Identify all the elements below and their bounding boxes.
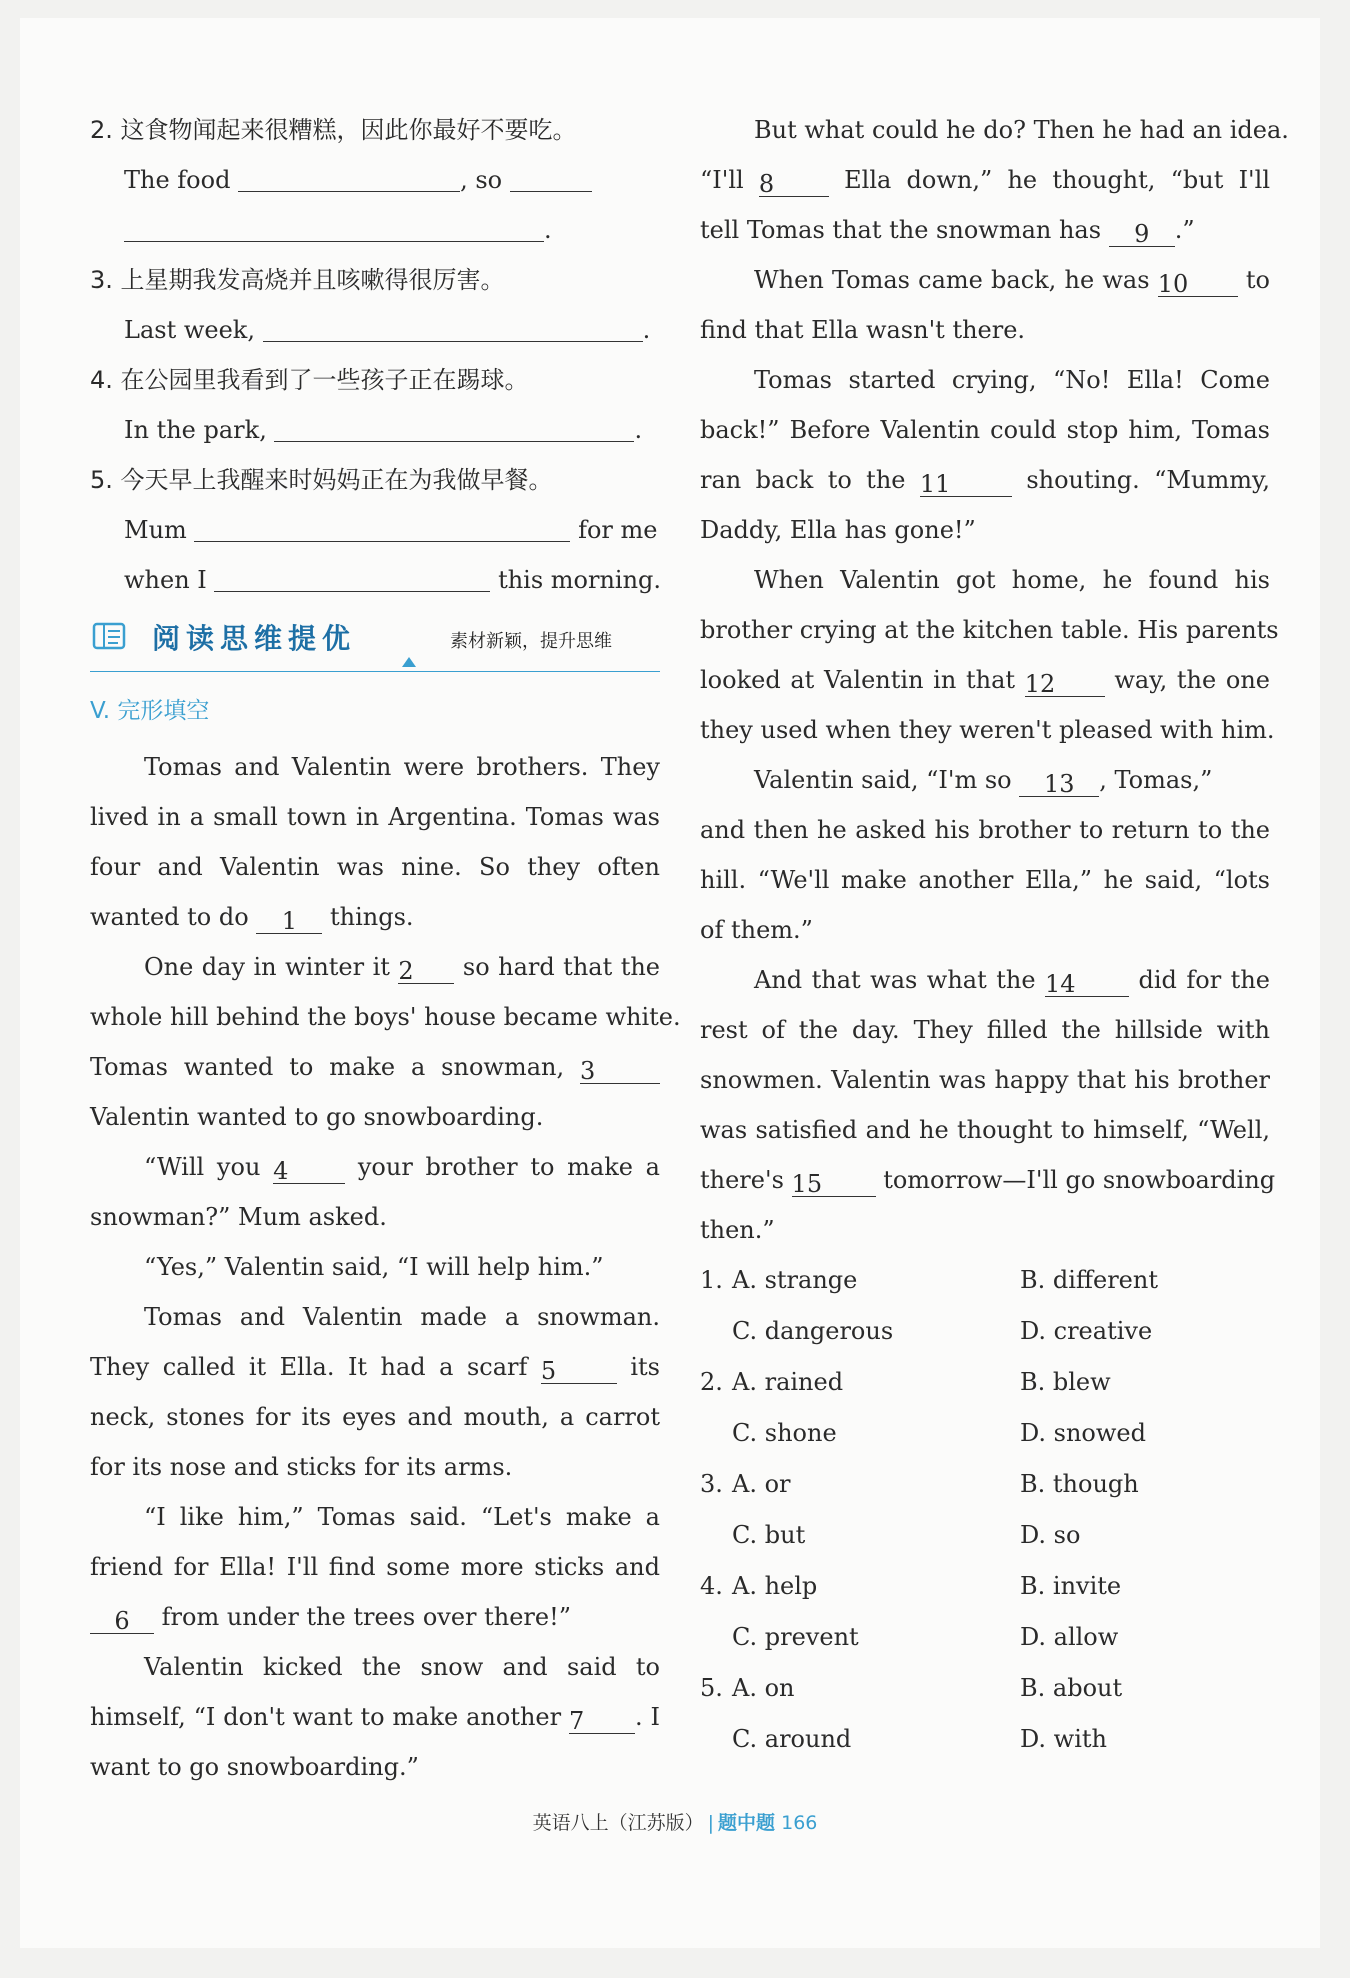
passage-line: Tomas and Valentin were brothers. They [144,753,660,781]
passage-line [90,892,660,942]
passage-line: Tomas and Valentin made a snowman. [144,1303,660,1331]
option-row [700,1714,1270,1765]
text: .” [1174,216,1195,244]
text: wanted to do [90,903,249,931]
q5-line1 [90,505,660,555]
passage-line [700,255,1270,305]
passage-line [90,1142,660,1192]
section-subtitle: 素材新颖，提升思维 [450,631,612,652]
passage-line: want to go snowboarding.” [90,1753,419,1781]
passage-line: lived in a small town in Argentina. Tomas was [90,803,660,831]
passage-line: neck, stones for its eyes and mouth, a carrot [90,1403,660,1431]
text: way, the one [1114,666,1270,694]
q3-answer-blank[interactable] [263,311,643,342]
option-b[interactable]: B. different [1020,1266,1158,1294]
passage-line [700,205,1270,255]
passage-line: hill. “We'll make another Ella,” he said, “lots [700,866,1270,894]
blank-6[interactable]: 6 [90,1603,154,1634]
text: tomorrow—I'll go snowboarding [883,1166,1276,1194]
option-a[interactable]: A. help [732,1572,818,1600]
part-title: V. 完形填空 [90,698,210,724]
left-column [90,105,681,1792]
passage-line: Daddy, Ella has gone!” [700,516,976,544]
option-b[interactable]: B. blew [1020,1368,1111,1396]
passage-line [90,1042,660,1092]
option-a[interactable]: A. or [732,1470,791,1498]
footer-divider: | [707,1812,715,1834]
q2-line1 [90,155,660,205]
q2-end: . [544,216,552,244]
q3-start: Last week, [124,316,255,344]
blank-14[interactable]: 14 [1045,966,1129,997]
passage-line: was satisfied and he thought to himself, “Well, [700,1116,1270,1144]
passage-line: friend for Ella! I'll find some more sticks and [90,1553,660,1581]
passage-line: But what could he do? Then he had an idea. [754,116,1289,144]
passage-line: they used when they weren't pleased with him. [700,716,1275,744]
passage-line: snowmen. Valentin was happy that his brother [700,1066,1270,1094]
blank-2[interactable]: 2 [398,953,454,984]
text: from under the trees over there!” [161,1603,572,1631]
blank-5[interactable]: 5 [541,1353,617,1384]
passage-line: brother crying at the kitchen table. His parents [700,616,1279,644]
option-a[interactable]: A. rained [732,1368,844,1396]
passage-line: snowman?” Mum asked. [90,1203,387,1231]
option-d[interactable]: D. allow [1020,1623,1119,1651]
option-number: 5. [700,1674,723,1702]
text: did for the [1138,966,1270,994]
text: shouting. “Mummy, [1026,466,1270,494]
passage-line: find that Ella wasn't there. [700,316,1026,344]
passage-line [700,755,1270,805]
option-c[interactable]: C. shone [732,1419,837,1447]
page-number: 166 [781,1812,818,1834]
text: “I'll [700,166,744,194]
passage-line: of them.” [700,916,813,944]
text: looked at Valentin in that [700,666,1016,694]
text: so hard that the [462,953,661,981]
option-number: 2. [700,1368,723,1396]
passage-line: and then he asked his brother to return to the [700,816,1270,844]
text: there's [700,1166,784,1194]
brand-name: 题中题 [718,1812,776,1834]
q2-mid: , so [460,166,503,194]
q4-chinese: 4. 在公园里我看到了一些孩子正在踢球。 [90,366,529,394]
q2-start: The food [124,166,231,194]
option-d[interactable]: D. so [1020,1521,1081,1549]
text: to [1245,266,1270,294]
option-d[interactable]: D. snowed [1020,1419,1146,1447]
text: Ella down,” he thought, “but I'll [844,166,1270,194]
text: , Tomas,” [1099,766,1213,794]
text: . I [634,1703,660,1731]
option-row [700,1306,1270,1357]
section-title: 阅读思维提优 [152,622,357,655]
text: One day in winter it [144,953,390,981]
book-title: 英语八上（江苏版） [532,1812,704,1834]
passage-line: whole hill behind the boys' house became white. [90,1003,681,1031]
q4-line1 [90,405,660,455]
blank-15[interactable]: 15 [792,1166,876,1197]
passage-line: then.” [700,1216,775,1244]
q3-end: . [642,316,651,344]
q2-answer-blank-3[interactable] [124,211,544,242]
passage-line: rest of the day. They filled the hillside with [700,1016,1270,1044]
passage-line: back!” Before Valentin could stop him, Tomas [700,416,1270,444]
book-icon [92,621,128,651]
passage-line [90,942,660,992]
text: They called it Ella. It had a scarf [90,1353,528,1381]
q4-answer-blank[interactable] [274,411,634,442]
text: tell Tomas that the snowman has [700,216,1102,244]
q3-chinese: 3. 上星期我发高烧并且咳嗽得很厉害。 [90,266,505,294]
text: Valentin said, “I'm so [754,766,1012,794]
option-b[interactable]: B. invite [1020,1572,1122,1600]
option-number: 3. [700,1470,723,1498]
option-c[interactable]: C. around [732,1725,852,1753]
text: Tomas wanted to make a snowman, [90,1053,565,1081]
q2-chinese: 2. 这食物闻起来很糟糕，因此你最好不要吃。 [90,116,577,144]
option-row [700,1459,1270,1510]
passage-line: “Yes,” Valentin said, “I will help him.” [144,1253,604,1281]
right-column [700,105,1289,1765]
q5-answer-blank-2[interactable] [214,561,490,592]
q5-end: this morning. [498,566,662,594]
text: himself, “I don't want to make another [90,1703,562,1731]
blank-4[interactable]: 4 [273,1153,345,1184]
passage-line: “I like him,” Tomas said. “Let's make a [144,1503,660,1531]
passage-line [90,1692,660,1742]
q5-start: Mum [124,516,187,544]
option-d[interactable]: D. with [1020,1725,1107,1753]
q2-answer-blank-1[interactable] [238,161,460,192]
option-c[interactable]: C. dangerous [732,1317,894,1345]
blank-7[interactable]: 7 [569,1703,635,1734]
section-header [90,605,660,672]
option-row [700,1357,1270,1408]
option-row [700,1612,1270,1663]
passage-line [700,955,1270,1005]
option-row [700,1255,1270,1306]
options-list [700,1255,1270,1765]
q5-line2 [90,555,660,605]
blank-11[interactable]: 11 [920,466,1012,497]
passage-line: Tomas started crying, “No! Ella! Come [754,366,1270,394]
option-d[interactable]: D. creative [1020,1317,1153,1345]
option-a[interactable]: A. strange [732,1266,858,1294]
passage-line [700,655,1270,705]
option-row [700,1510,1270,1561]
text: When Tomas came back, he was [754,266,1150,294]
blank-10[interactable]: 10 [1158,266,1238,297]
option-b[interactable]: B. about [1020,1674,1123,1702]
option-a[interactable]: A. on [732,1674,795,1702]
q5-mid: for me [578,516,658,544]
passage-line: for its nose and sticks for its arms. [90,1453,513,1481]
q2-line2 [90,205,660,255]
option-b[interactable]: B. though [1020,1470,1139,1498]
passage-line: Valentin kicked the snow and said to [144,1653,660,1681]
passage-line [700,1155,1276,1205]
text: things. [329,903,414,931]
option-row [700,1561,1270,1612]
option-c[interactable]: C. prevent [732,1623,859,1651]
option-c[interactable]: C. but [732,1521,806,1549]
blank-1[interactable]: 1 [256,903,322,934]
option-row [700,1663,1270,1714]
blank-8[interactable]: 8 [759,166,829,197]
page-footer [0,1808,1350,1835]
passage-line [700,455,1270,505]
triangle-marker-icon [402,657,416,667]
passage-line: Valentin wanted to go snowboarding. [90,1103,544,1131]
passage-line [700,155,1270,205]
text: your brother to make a [357,1153,660,1181]
blank-13[interactable]: 13 [1019,766,1099,797]
option-row [700,1408,1270,1459]
text: “Will you [144,1153,261,1181]
passage-line [90,1592,660,1642]
blank-9[interactable]: 9 [1109,216,1175,247]
q5-start2: when I [124,566,207,594]
q2-answer-blank-2[interactable] [510,161,592,192]
q3-line1 [90,305,660,355]
blank-12[interactable]: 12 [1025,666,1105,697]
option-number: 4. [700,1572,723,1600]
passage-line [90,1342,660,1392]
passage-line: four and Valentin was nine. So they often [90,853,660,881]
text: its [630,1353,660,1381]
blank-3[interactable]: 3 [580,1053,660,1084]
text: And that was what the [754,966,1036,994]
q5-answer-blank-1[interactable] [194,511,570,542]
q4-start: In the park, [124,416,267,444]
text: ran back to the [700,466,906,494]
option-number: 1. [700,1266,723,1294]
q4-end: . [634,416,643,444]
passage-line: When Valentin got home, he found his [754,566,1270,594]
q5-chinese: 5. 今天早上我醒来时妈妈正在为我做早餐。 [90,466,553,494]
